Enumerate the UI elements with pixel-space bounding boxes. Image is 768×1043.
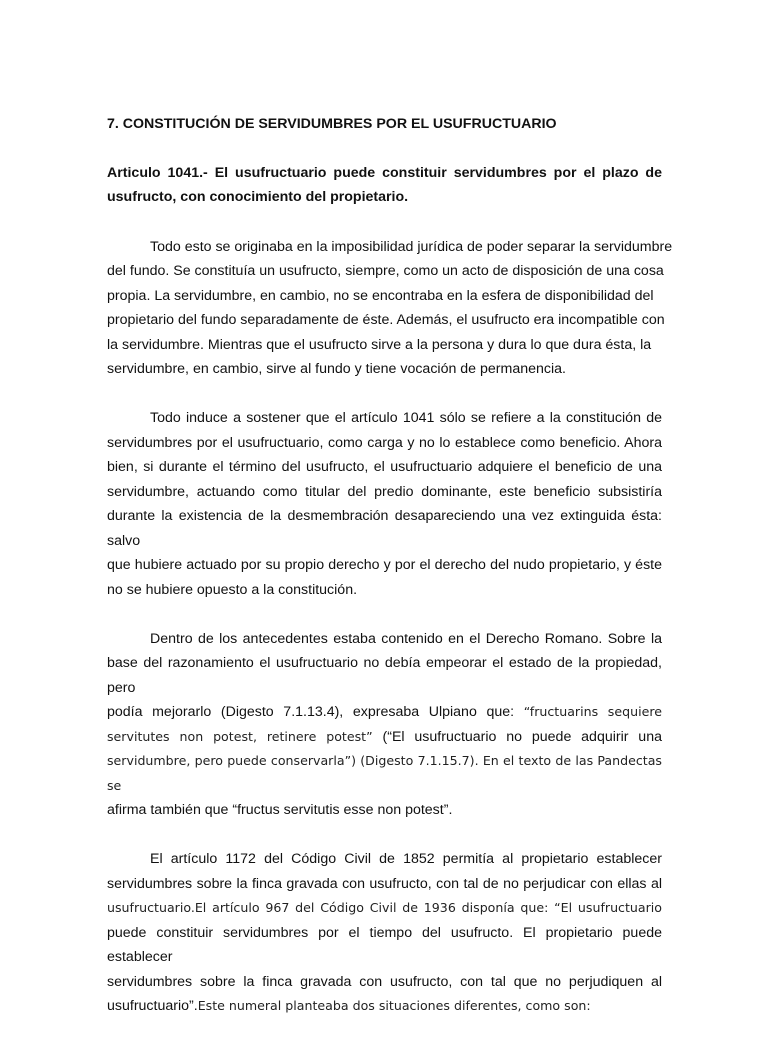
paragraph-2 [107, 406, 662, 602]
paragraph-line [107, 725, 662, 750]
paragraph-line: Todo esto se originaba en la imposibilidad jurídica de poder separar la servidumbre [150, 238, 673, 255]
latin-quote: servitutes non potest, retinere potest” [107, 728, 383, 744]
line-segment: usufructuario. [107, 900, 195, 915]
paragraph-line: propietario del fundo separadamente de éste. Además, el usufructo era incompatible con [107, 312, 665, 328]
paragraph-line: del fundo. Se constituía un usufructo, siempre, como un acto de disposición de una cosa [107, 263, 664, 279]
line-segment: En el texto de las Pandectas se [107, 753, 662, 793]
paragraph-line: El artículo 1172 del Código Civil de 1852 permitía al propietario establecer [150, 851, 662, 867]
line-segment: podía mejorarlo (Digesto 7.1.13.4), expresaba Ulpiano que: [107, 704, 524, 720]
paragraph-line: que hubiere actuado por su propio derecho y por el derecho del nudo propietario, y éste [107, 557, 662, 573]
article-line: Articulo 1041.- El usufructuario puede constituir servidumbres por el plazo de [107, 164, 662, 181]
article-1041 [107, 161, 662, 210]
paragraph-line [107, 896, 662, 921]
latin-quote: “fructuarins sequiere [523, 704, 662, 719]
paragraph-line: servidumbre, en cambio, sirve al fundo y tiene vocación de permanencia. [107, 361, 566, 377]
document-page [107, 112, 673, 1043]
paragraph-line [107, 700, 662, 725]
line-segment: Este numeral planteaba dos situaciones diferentes, como son: [197, 998, 591, 1013]
paragraph-line: la servidumbre. Mientras que el usufructo sirve a la persona y dura lo que dura ésta, la [107, 336, 652, 353]
paragraph-line: servidumbres sobre la finca gravada con usufructo, con tal que no perjudiquen al [107, 973, 662, 990]
paragraph-line: puede constituir servidumbres por el tiempo del usufructo. El propietario puede establecer [107, 924, 662, 965]
line-segment: servidumbre, pero puede conservarla”) (Digesto 7.1.15.7). [107, 753, 479, 768]
paragraph-line: servidumbres por el usufructuario, como carga y no lo establece como beneficio. Ahora [107, 434, 662, 451]
line-segment: El artículo 967 del Código Civil de 1936 disponía que: “El usufructuario [194, 900, 662, 915]
paragraph-line: base del razonamiento el usufructuario no debía empeorar el estado de la propiedad, pero [107, 655, 662, 696]
paragraph-line: propia. La servidumbre, en cambio, no se encontraba en la esfera de disponibilidad del [107, 287, 654, 304]
paragraph-line: afirma también que “fructus servitutis esse non potest”. [107, 802, 453, 818]
paragraph-line: Dentro de los antecedentes estaba contenido en el Derecho Romano. Sobre la [150, 630, 662, 647]
paragraph-line [107, 749, 662, 798]
paragraph-line: Todo induce a sostener que el artículo 1041 sólo se refiere a la constitución de [150, 410, 662, 426]
line-segment: (“El usufructuario no puede adquirir una [382, 728, 662, 745]
paragraph-line: durante la existencia de la desmembración desapareciendo una vez extinguida ésta: salvo [107, 508, 662, 549]
paragraph-line: servidumbres sobre la finca gravada con usufructo, con tal de no perjudicar con ellas al [107, 875, 662, 892]
section-heading: 7. CONSTITUCIÓN DE SERVIDUMBRES POR EL USUFRUCTUARIO [107, 116, 557, 132]
paragraph-3 [107, 627, 662, 823]
paragraph-1 [107, 235, 673, 382]
article-line: usufructo, con conocimiento del propietario. [107, 189, 409, 205]
paragraph-4 [107, 847, 662, 1019]
paragraph-line: no se hubiere opuesto a la constitución. [107, 581, 358, 598]
paragraph-line [107, 994, 662, 1019]
paragraph-line: bien, si durante el término del usufructo, el usufructuario adquiere el beneficio de una [107, 459, 662, 475]
line-segment: usufructuario”. [107, 998, 198, 1014]
paragraph-line: servidumbre, actuando como titular del predio dominante, este beneficio subsistiría [107, 483, 662, 500]
